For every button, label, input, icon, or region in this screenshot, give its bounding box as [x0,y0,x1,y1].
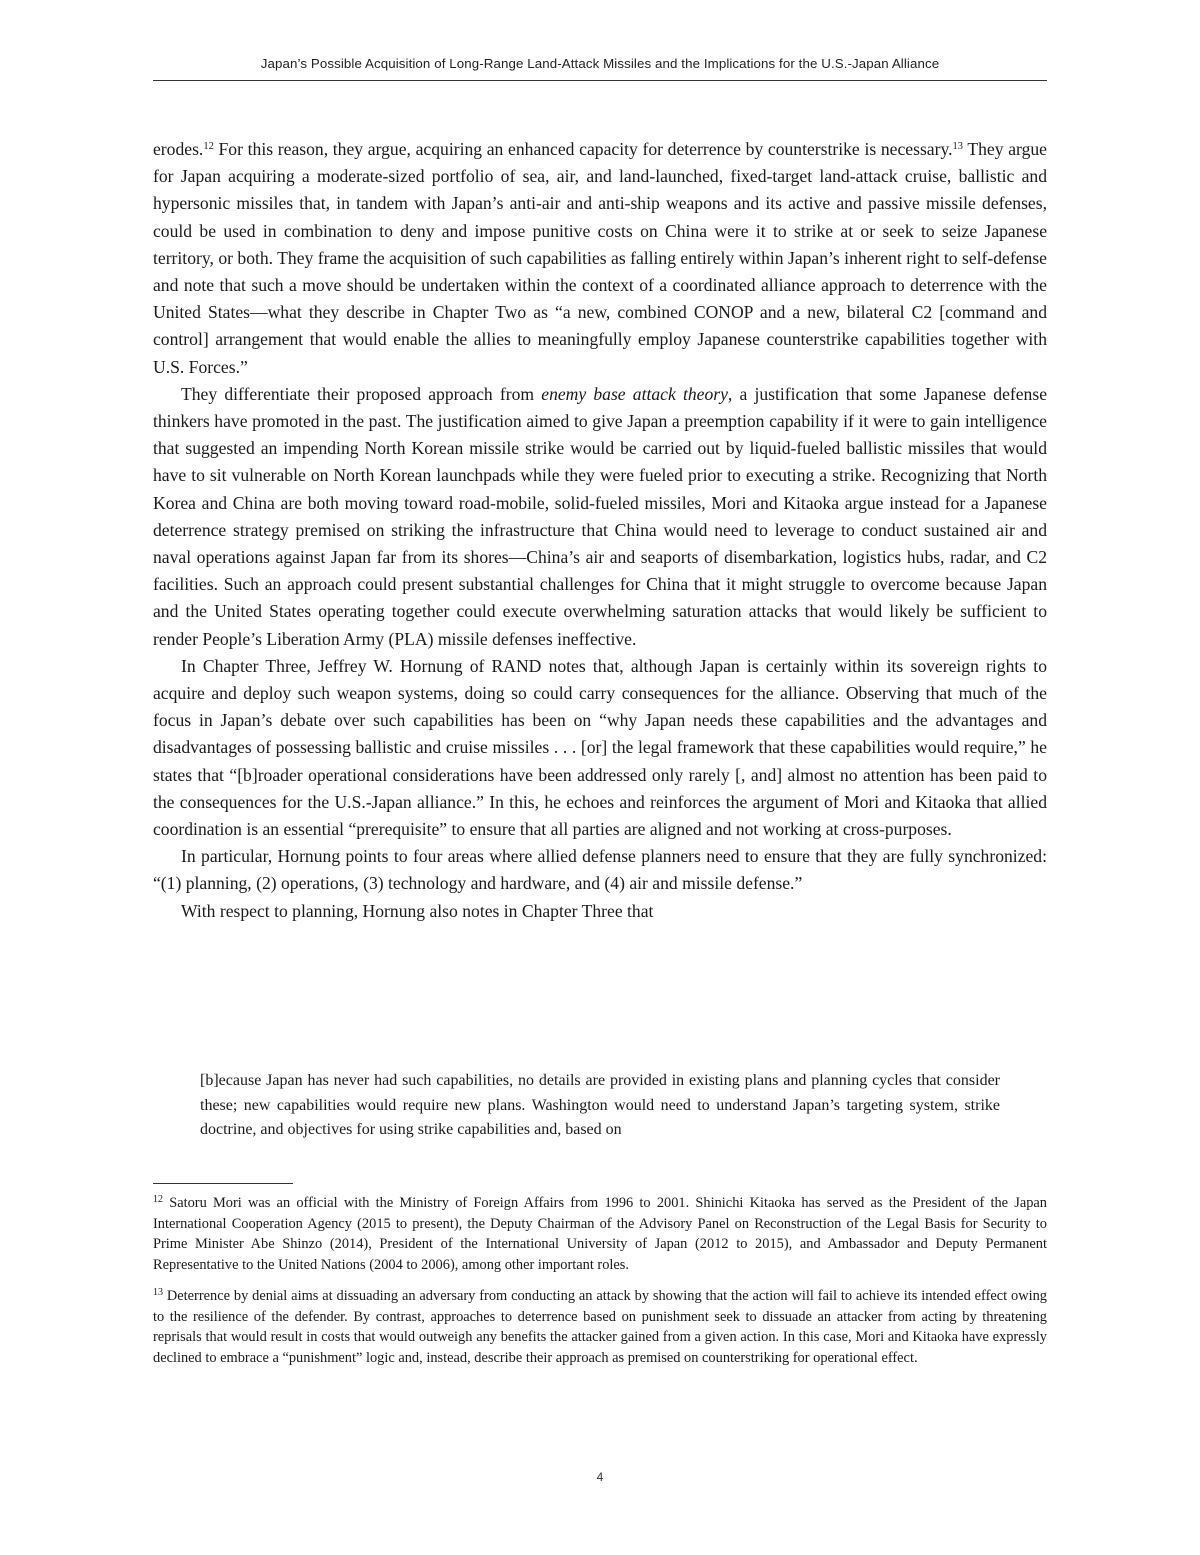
footnote-ref-12[interactable]: 12 [203,141,214,152]
paragraph-1-part-a: erodes. [153,139,204,159]
footnote-13 [153,1286,1047,1369]
footnote-text: Deterrence by denial aims at dissuading an adversary from conducting an attack by showing that the action will fail to achieve its intended effect owing to the resilience of the defender. By contrast, approaches to deterrence based on punishment seek to dissuade an attacker from acting by threatening reprisals that would result in costs that would outweigh any benefits the attacker gained from a given action. In this case, Mori and Kitaoka have expressly declined to embrace a “punishment” logic and, instead, describe their approach as premised on counterstriking for operational effect. [153,1287,1047,1366]
paragraph-2-part-a: They differentiate their proposed approach from [181,383,542,404]
paragraph-4: In particular, Hornung points to four areas where allied defense planners need to ensure that they are fully synchronized: “(1) planning, (2) operations, (3) technology and hardware, and (4) air and missile defense.” [153,846,1047,894]
footnote-number: 13 [153,1286,163,1298]
paragraph-2-part-b: , a justification that some Japanese defense thinkers have promoted in the past. The justification aimed to give Japan a preemption capability if it were to gain intelligence that suggested an impending North Korean missile strike would be carried out by liquid-fueled ballistic missiles that would have to sit vulnerable on North Korean launchpads while they were fueled prior to executing a strike. Recognizing that North Korea and China are both moving toward road-mobile, solid-fueled missiles, Mori and Kitaoka argue instead for a Japanese deterrence strategy premised on striking the infrastructure that China would need to leverage to conduct sustained air and naval operations against Japan far from its shores—China’s air and seaports of disembarkation, logistics hubs, radar, and C2 facilities. Such an approach could present substantial challenges for China that it might struggle to overcome because Japan and the United States operating together could execute overwhelming saturation attacks that would likely be sufficient to render People’s Liberation Army (PLA) missile defenses ineffective. [153,383,1048,649]
footnote-ref-13[interactable]: 13 [952,141,964,152]
paragraph-2-emphasis: enemy base attack theory [541,383,728,404]
body-text [153,136,1047,925]
paragraph-1-part-c: They argue for Japan acquiring a moderate-sized portfolio of sea, air, and land-launched, fixed-target land-attack cruise, ballistic and hypersonic missiles that, in tandem with Japan’s anti-air and anti-ship weapons and its active and passive missile defenses, could be used in combination to deny and impose punitive costs on China were it to strike at or seek to seize Japanese territory, or both. They frame the acquisition of such capabilities as falling entirely within Japan’s inherent right to self-defense and note that such a move should be undertaken within the context of a coordinated alliance approach to deterrence with the United States—what they describe in Chapter Two as “a new, combined CONOP and a new, bilateral C2 [command and control] arrangement that would enable the allies to meaningfully employ Japanese counterstrike capabilities together with U.S. Forces.” [153,139,1047,377]
paragraph-1 [153,136,1047,381]
paragraph-5: With respect to planning, Hornung also notes in Chapter Three that [181,900,654,921]
header-rule [153,80,1047,81]
footnote-number: 12 [153,1194,163,1205]
footnote-rule [153,1183,293,1184]
footnote-text: Satoru Mori was an official with the Ministry of Foreign Affairs from 1996 to 2001. Shinichi Kitaoka has served as the President of the Japan International Cooperation Agency (2015 to present), the Deputy Chairman of the Advisory Panel on Reconstruction of the Legal Basis for Security to Prime Minister Abe Shinzo (2014), President of the International University of Japan (2012 to 2015), and Ambassador and Deputy Permanent Representative to the United Nations (2004 to 2006), among other important roles. [153,1195,1047,1274]
paragraph-3: In Chapter Three, Jeffrey W. Hornung of RAND notes that, although Japan is certainly within its sovereign rights to acquire and deploy such weapon systems, doing so could carry consequences for the alliance. Observing that much of the focus in Japan’s debate over such capabilities has been on “why Japan needs these capabilities and the advantages and disadvantages of possessing ballistic and cruise missiles . . . [or] the legal framework that these capabilities would require,” he states that “[b]roader operational considerations have been addressed only rarely [, and] almost no attention has been paid to the consequences for the U.S.-Japan alliance.” In this, he echoes and reinforces the argument of Mori and Kitaoka that allied coordination is an essential “prerequisite” to ensure that all parties are aligned and not working at cross-purposes. [153,655,1047,840]
block-quote: [b]ecause Japan has never had such capabilities, no details are provided in existing plans and planning cycles that consider these; new capabilities would require new plans. Washington would need to understand Japan’s targeting system, strike doctrine, and objectives for using strike capabilities and, based on [200,1072,1000,1138]
page-number: 4 [596,1470,604,1484]
paragraph-2 [153,381,1047,653]
paragraph-1-part-b: For this reason, they argue, acquiring an enhanced capacity for deterrence by counterstrike is necessary. [213,139,953,159]
footnotes [153,1193,1047,1379]
footnote-12 [153,1193,1047,1276]
running-header: Japan’s Possible Acquisition of Long-Range Land-Attack Missiles and the Implications for the U.S.-Japan Alliance [260,56,940,71]
